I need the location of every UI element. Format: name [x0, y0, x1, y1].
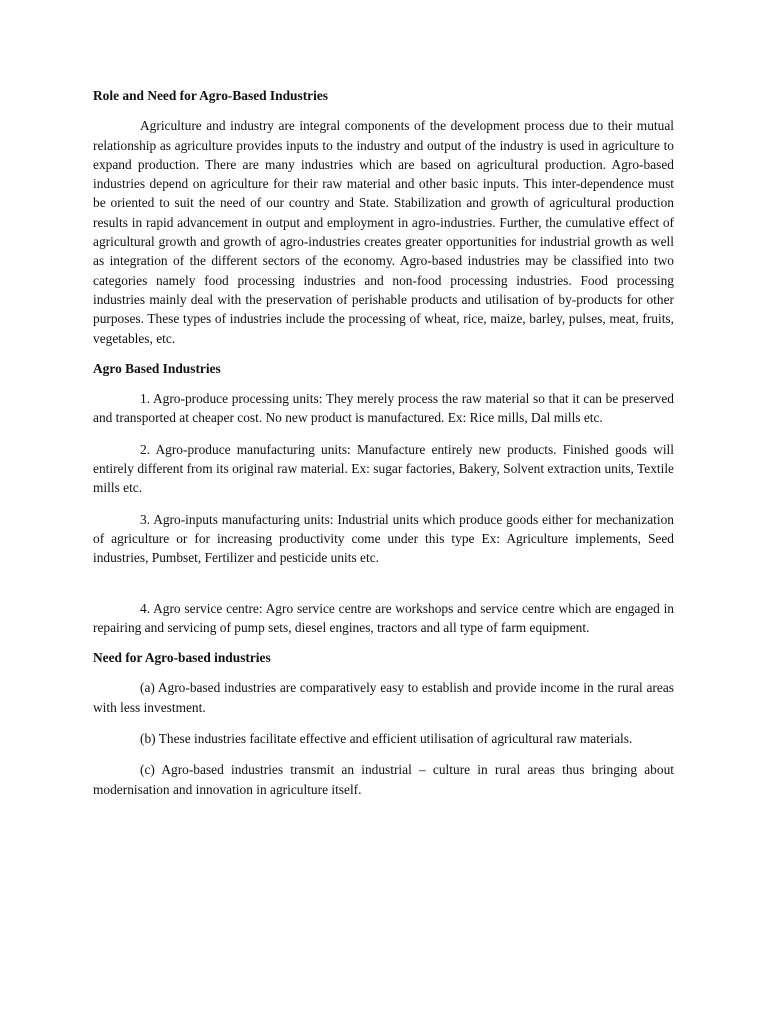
- need-item-c: (c) Agro-based industries transmit an industrial – culture in rural areas thus bringing about modernisation and innovation in agriculture itself.: [93, 762, 674, 797]
- type-item-manufacturing-units: 2. Agro-produce manufacturing units: Manufacture entirely new products. Finished goods will entirely different from its original raw material. Ex: sugar factories, Bakery, Solvent extraction units, Textile mills etc.: [93, 441, 674, 496]
- type-item-service-centre: 4. Agro service centre: Agro service centre are workshops and service centre which are engaged in repairing and servicing of pump sets, diesel engines, tractors and all type of farm equipment.: [93, 600, 674, 635]
- type-item-processing-units: 1. Agro-produce processing units: They merely process the raw material so that it can be preserved and transported at cheaper cost. No new product is manufactured. Ex: Rice mills, Dal mills etc.: [93, 391, 674, 426]
- need-item-a: (a) Agro-based industries are comparatively easy to establish and provide income in the rural areas with less investment.: [93, 680, 674, 715]
- document-body: [93, 86, 674, 799]
- type-item-inputs-manufacturing: 3. Agro-inputs manufacturing units: Industrial units which produce goods either for mechanization of agriculture or for increasing productivity come under this type Ex: Agriculture implements, Seed industries, Pumbset, Fertilizer and pesticide units etc.: [93, 511, 674, 566]
- need-item-b: (b) These industries facilitate effective and efficient utilisation of agricultural raw materials.: [140, 731, 633, 747]
- section-heading-role: Role and Need for Agro-Based Industries: [93, 88, 328, 103]
- section-heading-types: Agro Based Industries: [93, 360, 221, 376]
- section-heading-need: Need for Agro-based industries: [93, 650, 271, 666]
- intro-paragraph: Agriculture and industry are integral components of the development process due to their mutual relationship as agriculture provides inputs to the industry and output of the industry is used in agriculture to expand production. There are many industries which are based on agricultural production. Agro-based industries depend on agriculture for their raw material and other basic inputs. This inter-dependence must be oriented to suit the need of our country and State. Stabilization and growth of agricultural production results in rapid advancement in output and employment in agro-industries. Further, the cumulative effect of agricultural growth and growth of agro-industries creates greater opportunities for industrial growth as well as integration of the different sectors of the economy. Agro-based industries may be classified into two categories namely food processing industries and non-food processing industries. Food processing industries mainly deal with the preservation of perishable products and utilisation of by-products for other purposes. These types of industries include the processing of wheat, rice, maize, barley, pulses, meat, fruits, vegetables, etc.: [93, 118, 674, 346]
